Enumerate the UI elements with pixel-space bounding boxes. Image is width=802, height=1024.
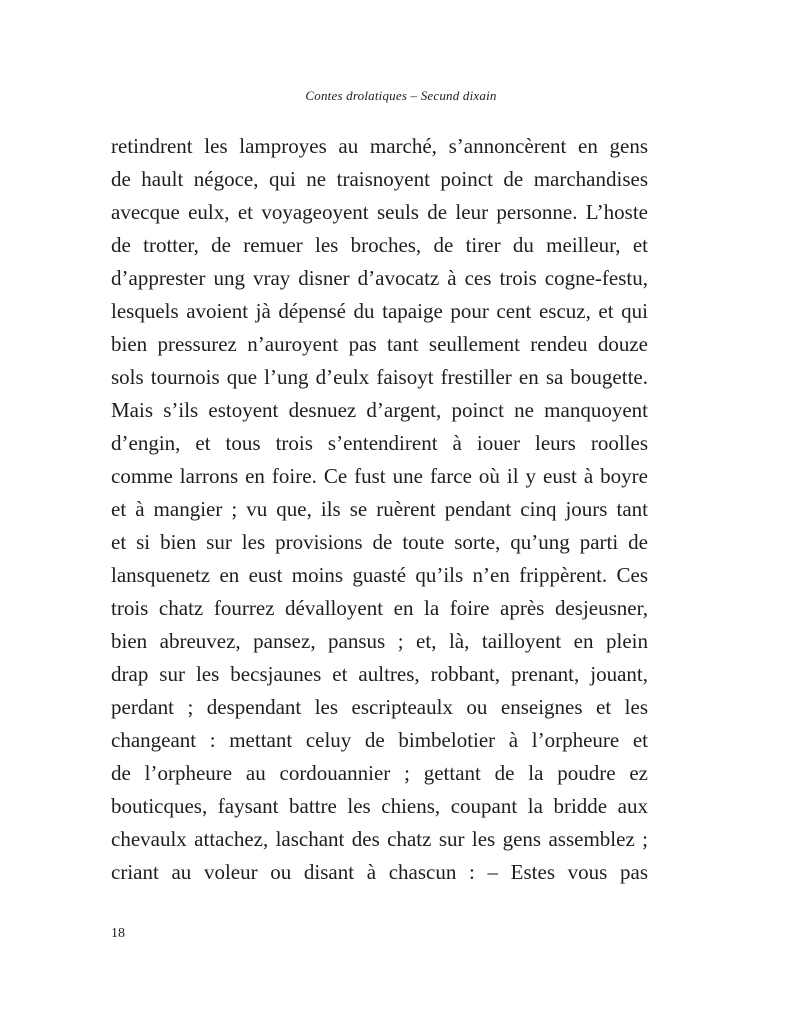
text-line: et si bien sur les provisions de toute sorte, qu’ung parti de	[111, 530, 648, 554]
text-line: d’engin, et tous trois s’entendirent à iouer leurs roolles	[111, 431, 648, 455]
text-line: d’apprester ung vray disner d’avocatz à ces trois cogne-festu,	[111, 266, 648, 290]
text-line: et à mangier ; vu que, ils se ruèrent pendant cinq jours tant	[111, 497, 648, 521]
page-number: 18	[111, 926, 125, 941]
text-line: sols tournois que l’ung d’eulx faisoyt frestiller en sa bougette.	[111, 365, 648, 389]
text-line: drap sur les becsjaunes et aultres, robbant, prenant, jouant,	[111, 662, 648, 686]
text-line: de hault négoce, qui ne traisnoyent poinct de marchandises	[111, 167, 648, 191]
text-line: comme larrons en foire. Ce fust une farce où il y eust à boyre	[111, 464, 648, 488]
text-line: de l’orpheure au cordouannier ; gettant de la poudre ez	[111, 761, 648, 785]
text-line: de trotter, de remuer les broches, de tirer du meilleur, et	[111, 233, 648, 257]
body-text	[111, 130, 648, 889]
text-line: perdant ; despendant les escripteaulx ou enseignes et les	[111, 695, 648, 719]
text-line: trois chatz fourrez dévalloyent en la foire après desjeusner,	[111, 596, 648, 620]
text-line: bien abreuvez, pansez, pansus ; et, là, tailloyent en plein	[111, 629, 648, 653]
text-line: bouticques, faysant battre les chiens, coupant la bridde aux	[111, 794, 648, 818]
running-head: Contes drolatiques – Secund dixain	[305, 88, 497, 103]
text-line: lansquenetz en eust moins guasté qu’ils n’en frippèrent. Ces	[111, 563, 648, 587]
text-line: changeant : mettant celuy de bimbelotier à l’orpheure et	[111, 728, 648, 752]
text-line: retindrent les lamproyes au marché, s’annoncèrent en gens	[111, 134, 648, 158]
text-line: lesquels avoient jà dépensé du tapaige pour cent escuz, et qui	[111, 299, 648, 323]
text-line: chevaulx attachez, laschant des chatz sur les gens assemblez ;	[111, 827, 648, 851]
text-line: avecque eulx, et voyageoyent seuls de leur personne. L’hoste	[111, 200, 648, 224]
text-line: Mais s’ils estoyent desnuez d’argent, poinct ne manquoyent	[111, 398, 648, 422]
text-line: bien pressurez n’auroyent pas tant seullement rendeu douze	[111, 332, 648, 356]
text-line: criant au voleur ou disant à chascun : – Estes vous pas	[111, 860, 648, 884]
